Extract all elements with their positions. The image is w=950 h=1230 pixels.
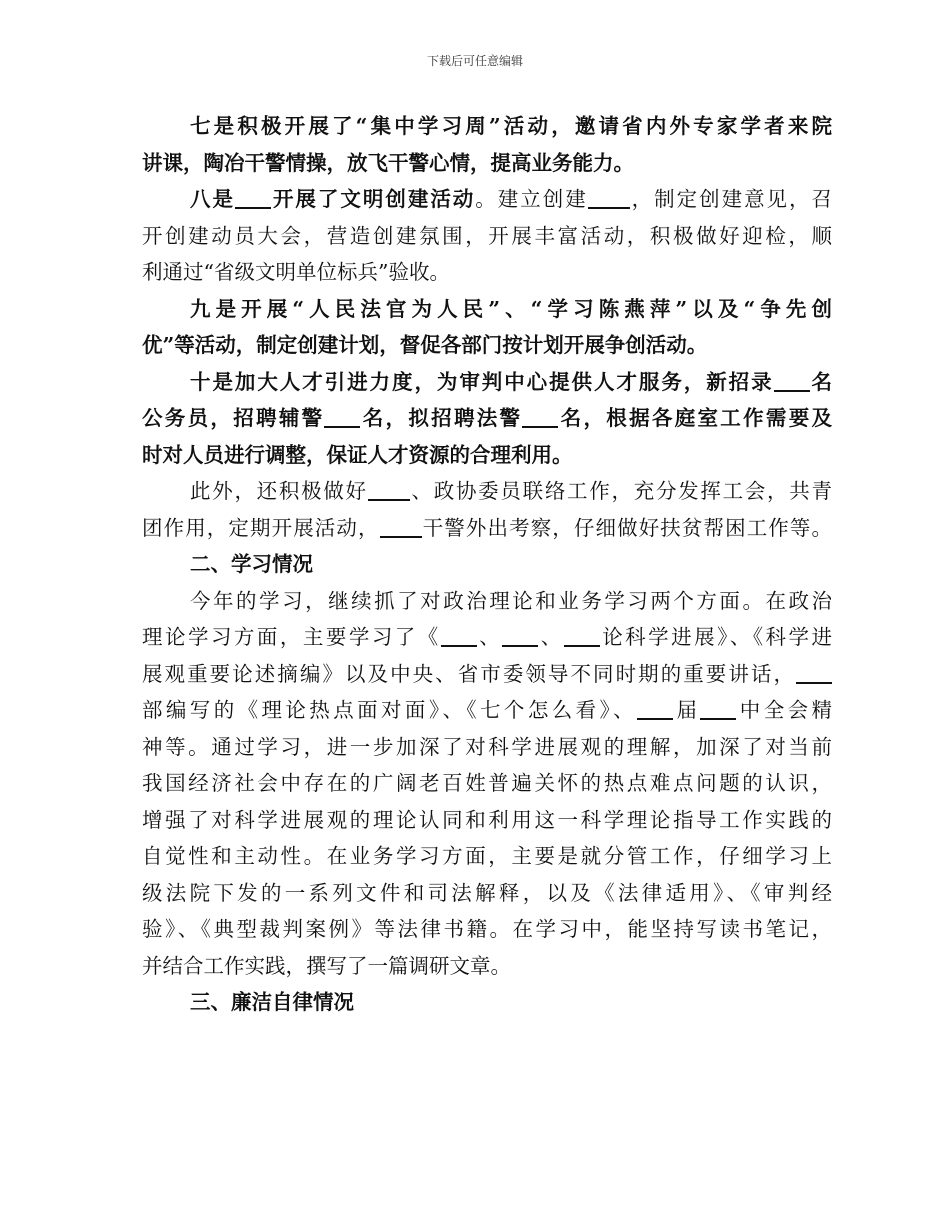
paragraph-ten-line-1: 十是加大人才引进力度，为审判中心提供人才服务，新招录 名 — [190, 369, 833, 394]
paragraph-ten-line-2: 公务员，招聘辅警 名，拟招聘法警 名，根据各庭室工作需要及 — [142, 406, 833, 430]
document-body — [142, 108, 832, 1021]
paragraph-study-line-9: 级法院下发的一系列文件和司法解释，以及《法律适用》、《审判经 — [142, 880, 832, 905]
fill-blank — [502, 623, 538, 647]
fill-blank — [380, 514, 422, 538]
paragraph-eleven-line-1: 此外，还积极做好 、政协委员联络工作，充分发挥工会，共青 — [190, 479, 833, 503]
fill-blank — [441, 623, 477, 647]
fill-blank — [522, 404, 558, 428]
fill-blank — [700, 696, 736, 720]
fill-blank — [637, 696, 673, 720]
paragraph-eight-line-2: 开创建动员大会，营造创建氛围，开展丰富活动，积极做好迎检，顺 — [142, 223, 832, 248]
section-heading-study: 二、学习情况 — [190, 552, 313, 576]
paragraph-study-line-2: 理论学习方面，主要学习了《 、 、 论科学进展》、《科学进 — [142, 625, 833, 649]
fill-blank — [368, 477, 410, 501]
paragraph-study-line-5: 神等。通过学习，进一步加深了对科学进展观的理解，加深了对当前 — [142, 734, 832, 759]
fill-blank — [588, 185, 630, 209]
paragraph-study-line-3: 展观重要论述摘编》以及中央、省市委领导不同时期的重要讲话， — [142, 656, 832, 693]
paragraph-eight-lead: 八是 开展了文明创建活动 — [190, 187, 476, 211]
fill-blank — [564, 623, 600, 647]
paragraph-study-line-1: 今年的学习，继续抓了对政治理论和业务学习两个方面。在政治 — [190, 588, 832, 613]
paragraph-study-line-8: 自觉性和主动性。在业务学习方面，主要是就分管工作，仔细学习上 — [142, 844, 832, 868]
page-header: 下载后可任意编辑 — [426, 54, 523, 68]
paragraph-nine-line-1: 九是开展“人民法官为人民”、“学习陈燕萍”以及“争先创 — [190, 296, 832, 321]
paragraph-seven-line-1: 七是积极开展了“集中学习周”活动，邀请省内外专家学者来院 — [190, 114, 832, 138]
fill-blank — [796, 660, 832, 684]
paragraph-ten-line-3: 时对人员进行调整，保证人才资源的合理利用。 — [142, 442, 573, 467]
paragraph-eight-line-1: 八是 开展了文明创建活动。建立创建 ，制定创建意见，召 — [190, 187, 833, 211]
paragraph-study-line-7: 增强了对科学进展观的理论认同和利用这一科学理论指导工作实践的 — [142, 807, 832, 832]
paragraph-study-line-4: 部编写的《理论热点面对面》、《七个怎么看》、 届 中全会精 — [142, 698, 833, 722]
paragraph-study-line-6: 我国经济社会中存在的广阔老百姓普遍关怀的热点难点问题的认识， — [142, 771, 832, 795]
paragraph-eight-line-3: 利通过“省级文明单位标兵”验收。 — [142, 260, 450, 284]
fill-blank — [774, 368, 810, 392]
fill-blank — [235, 185, 271, 209]
section-heading-integrity: 三、廉洁自律情况 — [190, 990, 354, 1014]
paragraph-study-line-10: 验》、《典型裁判案例》等法律书籍。在学习中，能坚持写读书笔记， — [142, 917, 832, 941]
paragraph-nine-line-2: 优”等活动，制定创建计划，督促各部门按计划开展争创活动。 — [142, 333, 708, 357]
paragraph-seven-line-2: 讲课，陶冶干警情操，放飞干警心情，提高业务能力。 — [142, 150, 634, 175]
fill-blank — [324, 404, 360, 428]
paragraph-eleven-line-2: 团作用，定期开展活动， 干警外出考察，仔细做好扶贫帮困工作等。 — [142, 515, 833, 540]
paragraph-study-line-11: 并结合工作实践，撰写了一篇调研文章。 — [142, 953, 511, 978]
